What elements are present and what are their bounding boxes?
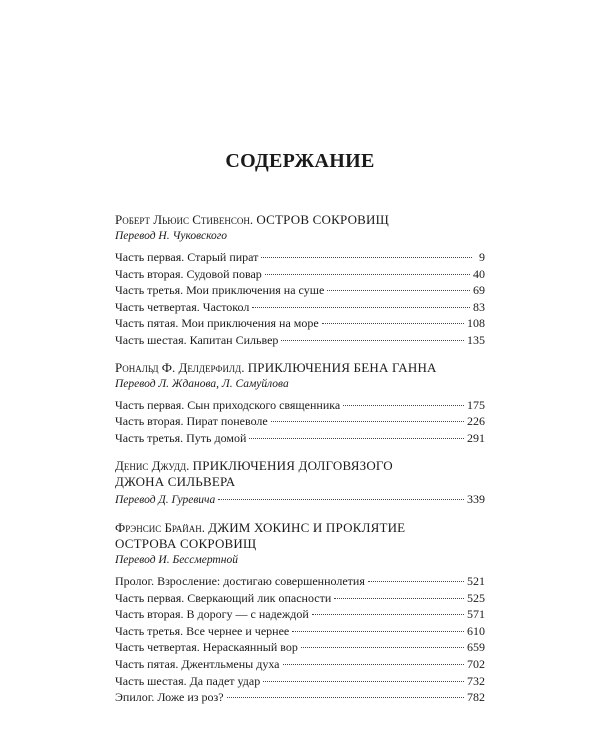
- toc-entry[interactable]: [115, 656, 485, 673]
- dot-leader: [249, 438, 464, 439]
- entry-label: Пролог. Взросление: достигаю совершеннолетия: [115, 573, 365, 588]
- entry-page: 108: [467, 316, 485, 331]
- entry-page: 291: [467, 430, 485, 445]
- entry-page: 40: [473, 266, 485, 281]
- translator-credit: Перевод Н. Чуковского: [115, 230, 228, 242]
- dot-leader: [227, 697, 464, 698]
- dot-leader: [271, 421, 464, 422]
- toc-entry[interactable]: [115, 639, 485, 656]
- work-title-line1: ПРИКЛЮЧЕНИЯ ДОЛГОВЯЗОГО: [192, 458, 393, 474]
- toc-section-bryan: [115, 520, 485, 706]
- entry-list: [115, 397, 485, 447]
- entry-label: Часть четвертая. Нераскаянный вор: [115, 640, 298, 655]
- dot-leader: [327, 290, 470, 291]
- table-of-contents: [115, 212, 485, 718]
- entry-label: Часть вторая. Судовой повар: [115, 266, 262, 281]
- entry-label: Часть третья. Путь домой: [115, 430, 247, 445]
- entry-page: 571: [467, 607, 485, 622]
- entry-page: 659: [467, 640, 485, 655]
- toc-entry[interactable]: [115, 590, 485, 607]
- entry-label: Часть шестая. Капитан Сильвер: [115, 332, 279, 347]
- entry-label: Часть пятая. Джентльмены духа: [115, 656, 280, 671]
- dot-leader: [322, 323, 464, 324]
- dot-leader: [261, 257, 472, 258]
- dot-leader: [368, 581, 464, 582]
- entry-page: 83: [473, 299, 485, 314]
- translator-credit: Перевод И. Бессмертной: [115, 553, 238, 566]
- toc-entry[interactable]: [115, 606, 485, 623]
- toc-entry[interactable]: [115, 282, 485, 299]
- work-title-line2: ДЖОНА СИЛЬВЕРА: [115, 474, 236, 490]
- entry-label: Часть третья. Все чернее и чернее: [115, 623, 290, 638]
- work-title-line2: ОСТРОВА СОКРОВИЩ: [115, 535, 257, 551]
- entry-label: Часть первая. Старый пират: [115, 250, 259, 264]
- entry-page: 69: [473, 283, 485, 298]
- entry-list: [115, 249, 485, 349]
- dot-leader: [343, 405, 464, 406]
- work-title: ПРИКЛЮЧЕНИЯ БЕНА ГАННА: [247, 359, 437, 375]
- dot-leader: [283, 664, 465, 665]
- entry-page: 175: [467, 397, 485, 412]
- entry-page: 702: [467, 656, 485, 671]
- entry-label: Часть пятая. Мои приключения на море: [115, 316, 319, 331]
- entry-page: 226: [467, 414, 485, 429]
- section-heading: Роберт Льюис Стивенсон. ОСТРОВ СОКРОВИЩ: [115, 212, 389, 227]
- section-heading: Фрэнсис Брайан. ДЖИМ ХОКИНС И ПРОКЛЯТИЕ ОСТРОВА СОКРОВИЩ: [115, 519, 406, 551]
- entry-label: Эпилог. Ложе из роз?: [115, 690, 224, 705]
- author-name: Роберт Льюис Стивенсон: [115, 212, 250, 227]
- entry-page: 135: [467, 332, 485, 347]
- entry-label: Часть четвертая. Частокол: [115, 299, 250, 314]
- toc-entry[interactable]: [115, 430, 485, 447]
- entry-page: 782: [467, 690, 485, 705]
- page-title: СОДЕРЖАНИЕ: [225, 150, 375, 172]
- entry-label: Часть шестая. Да падет удар: [115, 673, 261, 688]
- dot-leader: [292, 631, 464, 632]
- entry-page: 732: [467, 673, 485, 688]
- toc-entry[interactable]: [115, 573, 485, 590]
- toc-section-stevenson: [115, 212, 485, 349]
- dot-leader: [334, 598, 464, 599]
- translator-credit: Перевод Д. Гуревича: [115, 494, 216, 507]
- toc-entry[interactable]: [115, 266, 485, 283]
- dot-leader: [263, 681, 464, 682]
- work-title: ОСТРОВ СОКРОВИЩ: [256, 212, 389, 227]
- toc-entry[interactable]: [115, 673, 485, 690]
- toc-entry[interactable]: [115, 299, 485, 316]
- dot-leader: [312, 614, 464, 615]
- toc-entry[interactable]: [115, 413, 485, 430]
- entry-page: 521: [467, 573, 485, 588]
- dot-leader: [252, 307, 470, 308]
- entry-label: Часть первая. Сын приходского священника: [115, 397, 341, 412]
- entry-list: [115, 573, 485, 706]
- toc-entry[interactable]: [115, 623, 485, 640]
- section-heading: Денис Джудд. ПРИКЛЮЧЕНИЯ ДОЛГОВЯЗОГО ДЖОНА СИЛЬВЕРА: [115, 458, 393, 490]
- toc-section-delderfield: [115, 360, 485, 447]
- author-name: Денис Джудд: [115, 458, 187, 474]
- entry-label: Часть вторая. В дорогу — с надеждой: [115, 607, 309, 622]
- entry-page: 9: [479, 250, 485, 264]
- entry-page: 525: [467, 590, 485, 605]
- author-name: Рональд Ф. Делдерфилд: [115, 359, 242, 375]
- toc-entry[interactable]: [115, 332, 485, 349]
- translator-credit: Перевод Л. Жданова, Л. Самуйлова: [115, 377, 289, 390]
- section-heading: Рональд Ф. Делдерфилд. ПРИКЛЮЧЕНИЯ БЕНА ГАННА: [115, 359, 437, 375]
- entry-page: 339: [467, 492, 485, 507]
- toc-section-judd: [115, 458, 485, 508]
- toc-entry[interactable]: [115, 315, 485, 332]
- toc-entry[interactable]: [115, 491, 485, 508]
- dot-leader: [281, 340, 464, 341]
- entry-page: 610: [467, 623, 485, 638]
- toc-entry[interactable]: [115, 249, 485, 266]
- dot-leader: [301, 647, 464, 648]
- dot-leader: [265, 274, 470, 275]
- entry-label: Часть третья. Мои приключения на суше: [115, 283, 325, 298]
- entry-label: Часть вторая. Пират поневоле: [115, 414, 268, 429]
- work-title-line1: ДЖИМ ХОКИНС И ПРОКЛЯТИЕ: [208, 519, 406, 535]
- author-name: Фрэнсис Брайан: [115, 519, 202, 535]
- dot-leader: [218, 499, 464, 500]
- toc-entry[interactable]: [115, 689, 485, 706]
- entry-label: Часть первая. Сверкающий лик опасности: [115, 590, 332, 605]
- toc-entry[interactable]: [115, 397, 485, 414]
